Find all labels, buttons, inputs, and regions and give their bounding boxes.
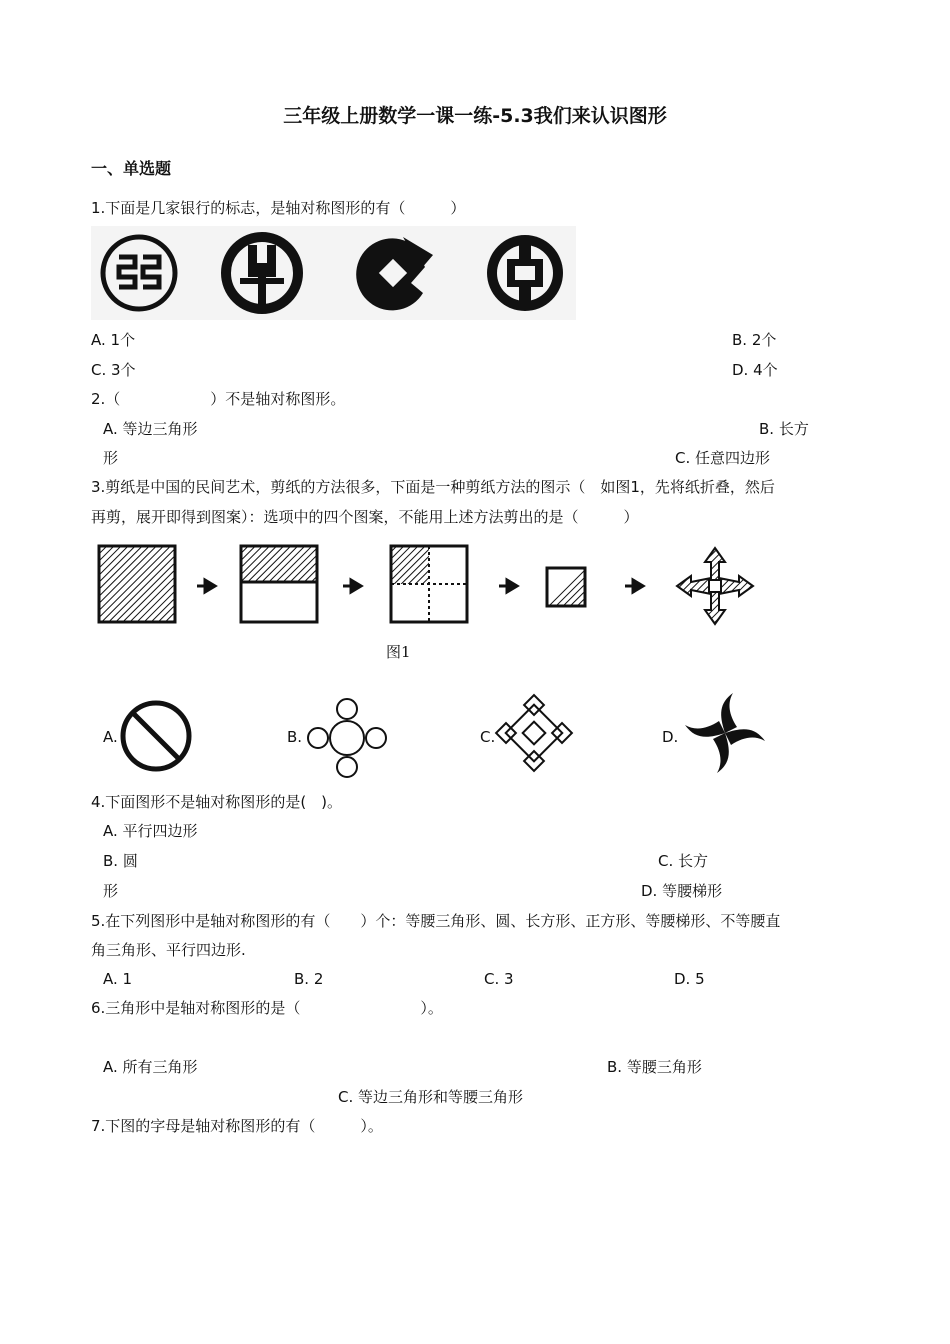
figure-1-caption: 图1 [386,643,411,661]
flower-circles-icon [306,697,388,779]
question-7-stem: 7.下图的字母是轴对称图形的有（ ）。 [91,1117,383,1135]
q2-option-b-continued: 形 [103,449,119,467]
step-1-square [99,546,175,622]
q4-option-c[interactable]: C. 长方 [658,852,709,870]
q1-option-c[interactable]: C. 3个 [91,361,136,379]
q5-option-c[interactable]: C. 3 [484,970,514,988]
q2-option-c[interactable]: C. 任意四边形 [675,449,771,467]
question-3-stem-line1: 3.剪纸是中国的民间艺术，剪纸的方法很多，下面是一种剪纸方法的图示（ 如图1，先将纸折叠，然后 [91,478,775,496]
page-title: 三年级上册数学一课一练-5.3我们来认识图形 [283,105,667,127]
q4-option-b[interactable]: B. 圆 [103,852,138,870]
arrow-icon [499,580,517,592]
prohibition-circle-icon [118,698,194,774]
question-4-stem: 4.下面图形不是轴对称图形的是( )。 [91,793,343,811]
arrow-icon [343,580,361,592]
q1-option-a[interactable]: A. 1个 [91,331,136,349]
q5-option-b[interactable]: B. 2 [294,970,324,988]
q2-option-a[interactable]: A. 等边三角形 [103,420,198,438]
bank-logos-figure [91,226,576,320]
q1-option-b[interactable]: B. 2个 [732,331,777,349]
q3-option-d[interactable]: D. [662,728,679,746]
q3-option-b[interactable]: B. [287,728,303,746]
q5-option-d[interactable]: D. 5 [674,970,705,988]
question-5-stem-line2: 角三角形、平行四边形. [91,941,246,959]
arrow-icon [197,580,215,592]
q4-option-b-continued: 形 [103,882,119,900]
q5-option-a[interactable]: A. 1 [103,970,133,988]
question-6-stem: 6.三角形中是轴对称图形的是（ ）。 [91,999,443,1017]
q6-option-a[interactable]: A. 所有三角形 [103,1058,198,1076]
q3-option-a[interactable]: A. [103,728,118,746]
section-heading: 一、单选题 [91,159,172,178]
question-1-stem: 1.下面是几家银行的标志，是轴对称图形的有（ ） [91,199,466,217]
bank-logo-4-icon [487,235,563,311]
q2-option-b[interactable]: B. 长方 [759,420,809,438]
q3-option-c[interactable]: C. [480,728,496,746]
q4-option-a[interactable]: A. 平行四边形 [103,822,198,840]
q4-option-d[interactable]: D. 等腰梯形 [641,882,723,900]
paper-cutting-figure [91,540,761,630]
q1-option-d[interactable]: D. 4个 [732,361,778,379]
q6-option-b[interactable]: B. 等腰三角形 [607,1058,702,1076]
question-2-stem: 2.（ ）不是轴对称图形。 [91,390,346,408]
arrow-icon [625,580,643,592]
question-5-stem-line1: 5.在下列图形中是轴对称图形的有（ ）个：等腰三角形、圆、长方形、正方形、等腰梯形、不等腰直 [91,912,781,930]
knot-pattern-icon [494,692,574,774]
swirl-pinwheel-icon [684,690,766,776]
question-3-stem-line2: 再剪，展开即得到图案）：选项中的四个图案，不能用上述方法剪出的是（ ） [91,508,639,526]
step-5-result [677,548,753,624]
q6-option-c[interactable]: C. 等边三角形和等腰三角形 [338,1088,524,1106]
